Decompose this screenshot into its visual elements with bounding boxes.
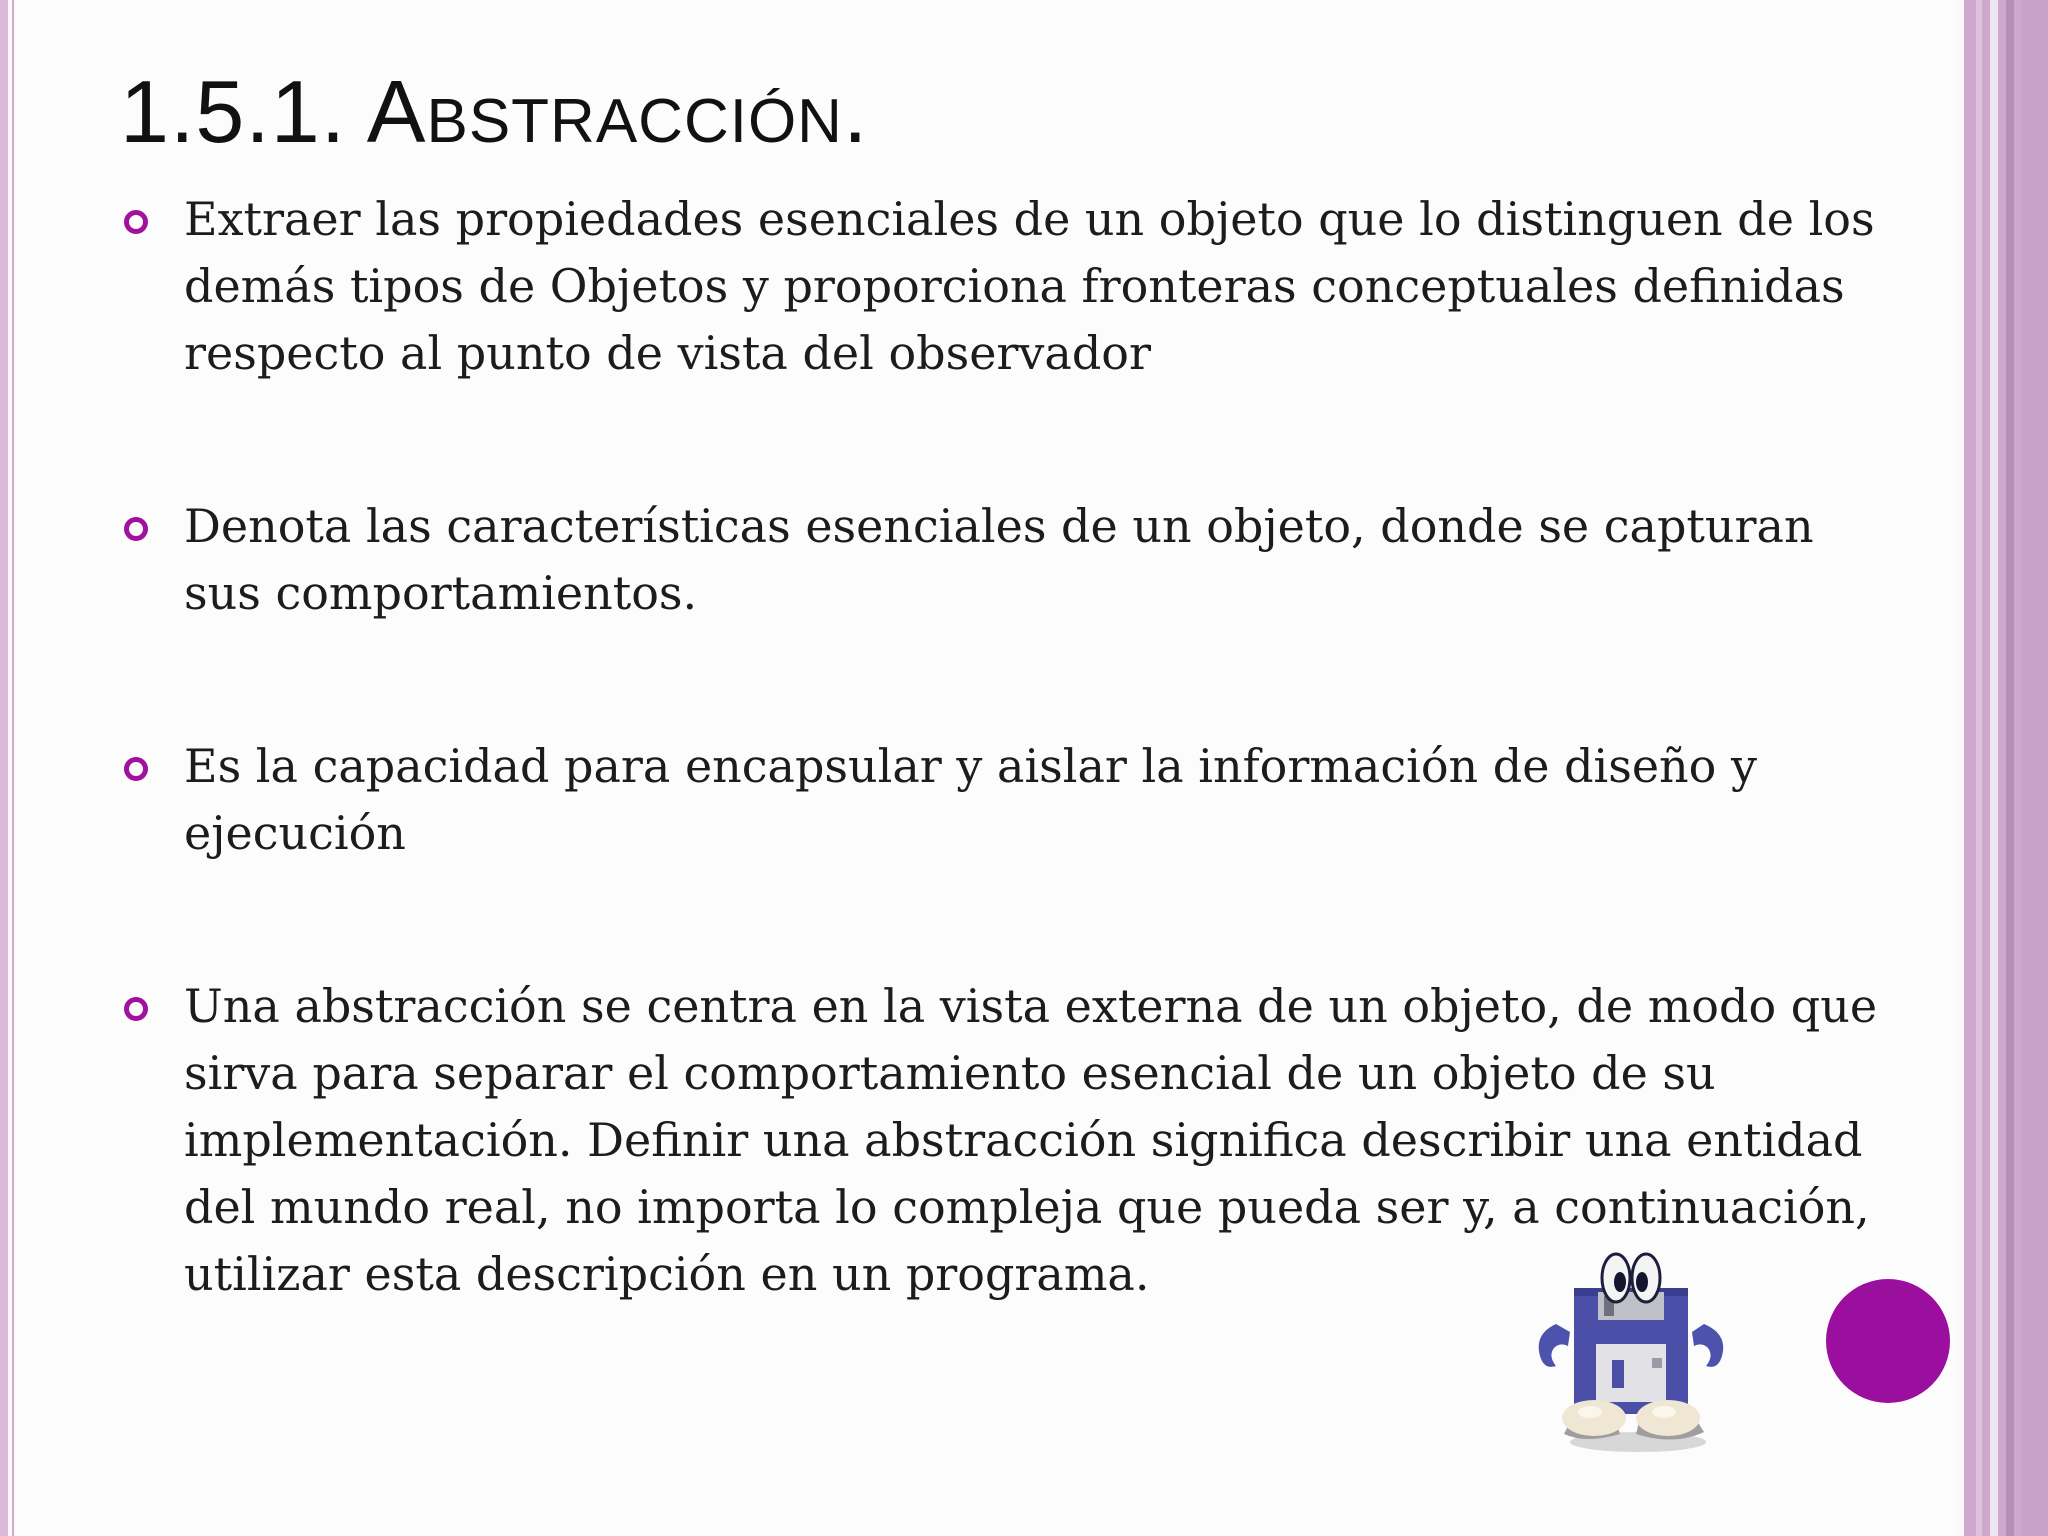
bullet-circle-icon (124, 517, 148, 541)
bullet-circle-icon (124, 210, 148, 234)
bullet-list (120, 186, 1880, 1308)
list-item (120, 733, 1880, 867)
bullet-circle-icon (124, 997, 148, 1021)
left-border-rule (0, 0, 8, 1536)
bullet-text: Denota las características esenciales de un objeto, donde se capturan sus comportamientos. (184, 499, 1814, 620)
slide-title: 1.5.1. Abstracción. (120, 62, 869, 161)
band-stripe (2022, 0, 2048, 1536)
band-stripe (1990, 0, 1998, 1536)
list-item (120, 186, 1880, 387)
bullet-circle-icon (124, 757, 148, 781)
right-decorative-band (1956, 0, 2048, 1536)
bullet-text: Es la capacidad para encapsular y aislar la información de diseño y ejecución (184, 739, 1757, 860)
band-stripe (1976, 0, 1982, 1536)
list-item (120, 493, 1880, 627)
floppy-disk-mascot-icon (1528, 1252, 1734, 1456)
bullet-text: Una abstracción se centra en la vista externa de un objeto, de modo que sirva para separar el comportamiento esencial de un objeto de su implementación. Definir una abstracción significa describir una entidad del mundo real, no importa lo compleja que pueda ser y, a continuación, utilizar esta descripción en un programa. (184, 979, 1878, 1301)
decorative-circle-icon (1826, 1279, 1950, 1403)
bullet-text: Extraer las propiedades esenciales de un objeto que lo distinguen de los demás tipos de Objetos y proporciona fronteras conceptuales definidas respecto al punto de vista del observador (184, 192, 1875, 380)
band-stripe (2006, 0, 2014, 1536)
band-stripe (1956, 0, 1964, 1536)
